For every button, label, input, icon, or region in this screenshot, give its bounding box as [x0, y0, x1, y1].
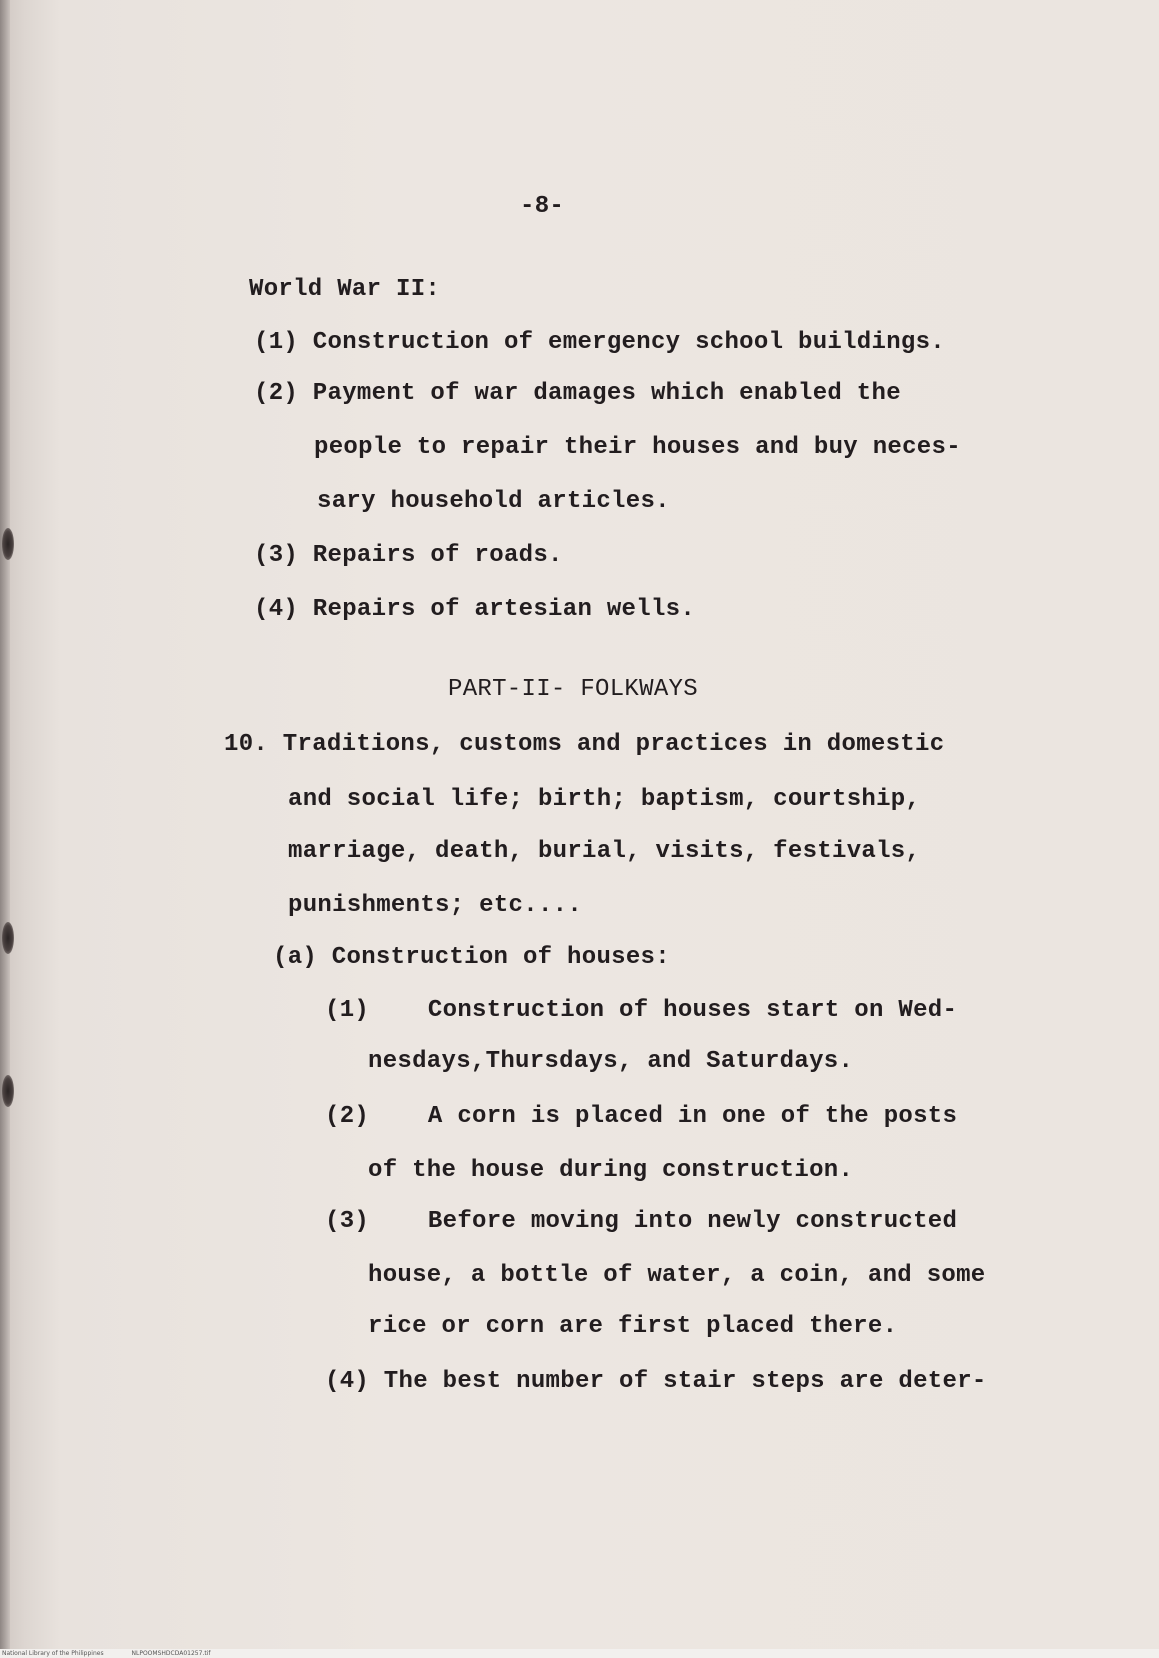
- text-line: house, a bottle of water, a coin, and some: [368, 1262, 986, 1289]
- text-line: (2) A corn is placed in one of the posts: [325, 1103, 958, 1130]
- text-line: sary household articles.: [317, 488, 670, 515]
- text-line: people to repair their houses and buy neces-: [314, 434, 961, 461]
- text-line: punishments; etc....: [288, 892, 583, 919]
- binding-hole: [2, 922, 14, 954]
- text-line: 10. Traditions, customs and practices in domestic: [224, 731, 945, 758]
- binding-hole: [2, 528, 14, 560]
- text-line: and social life; birth; baptism, courtship,: [288, 786, 921, 813]
- text-line: rice or corn are first placed there.: [368, 1313, 898, 1340]
- page-number: -8-: [520, 193, 565, 220]
- text-line: (1) Construction of houses start on Wed-: [325, 997, 958, 1024]
- text-line: (3) Repairs of roads.: [254, 542, 563, 569]
- text-line: of the house during construction.: [368, 1157, 854, 1184]
- scan-footer: [0, 1649, 1159, 1658]
- footer-library: National Library of the Philippines: [2, 1650, 104, 1657]
- part-heading: PART-II- FOLKWAYS: [448, 676, 698, 703]
- section-heading-ww2: World War II:: [249, 276, 441, 303]
- subsection-heading: (a) Construction of houses:: [273, 944, 670, 971]
- footer-file-id: NLPOOMSHDCDA01257.tif: [131, 1650, 211, 1657]
- text-line: (3) Before moving into newly constructed: [325, 1208, 958, 1235]
- text-line: (1) Construction of emergency school buildings.: [254, 329, 946, 356]
- text-line: nesdays,Thursdays, and Saturdays.: [368, 1048, 854, 1075]
- text-line: (4) The best number of stair steps are deter-: [325, 1368, 987, 1395]
- text-line: marriage, death, burial, visits, festivals,: [288, 838, 921, 865]
- binding-edge: [0, 0, 10, 1658]
- text-line: (2) Payment of war damages which enabled the: [254, 380, 901, 407]
- text-line: (4) Repairs of artesian wells.: [254, 596, 696, 623]
- binding-hole: [2, 1075, 14, 1107]
